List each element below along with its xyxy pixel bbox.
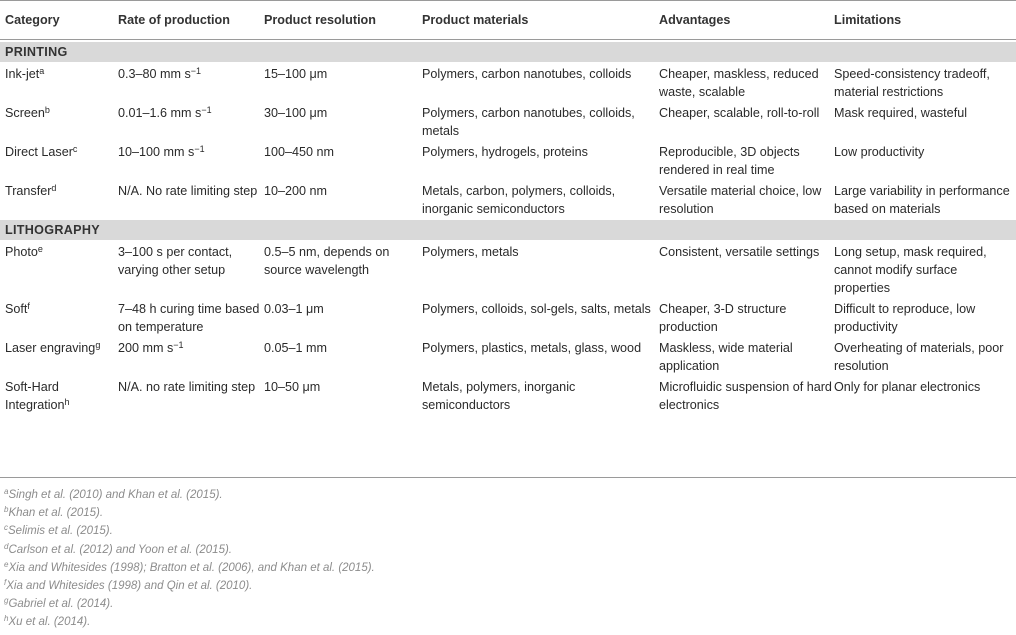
cell-limitations: Low productivity (834, 145, 925, 159)
footnote-line (4, 595, 375, 613)
cell-category (0, 140, 118, 179)
table-row (0, 179, 1016, 218)
category-label: Soft (5, 302, 28, 316)
footnote-mark: e (4, 559, 9, 569)
category-label: Direct Laser (5, 145, 73, 159)
table-bottom-rule (0, 477, 1016, 478)
footnote-mark: h (4, 614, 9, 624)
cell-limitations: Difficult to reproduce, low productivity (834, 302, 976, 334)
footnote-text: Xu et al. (2014). (8, 616, 91, 629)
footnote-mark: d (4, 541, 9, 551)
footnote-text: Singh et al. (2010) and Khan et al. (2015). (8, 489, 223, 501)
footnote-text: Khan et al. (2015). (8, 507, 104, 520)
cell-materials: Polymers, carbon nanotubes, colloids, metals (422, 106, 635, 138)
footnote-text: Gabriel et al. (2014). (8, 598, 114, 611)
cell-rate: N/A. No rate limiting step (118, 184, 258, 198)
cell-limitations: Only for planar electronics (834, 380, 981, 394)
cell-category (0, 336, 118, 375)
cell-materials: Metals, polymers, inorganic semiconductors (422, 380, 576, 412)
cell-resolution: 0.05–1 mm (264, 341, 327, 355)
cell-category (0, 62, 118, 101)
cell-advantages: Reproducible, 3D objects rendered in real time (659, 145, 800, 177)
cell-resolution: 15–100 μm (264, 67, 328, 81)
cell-category (0, 375, 118, 414)
table-row (0, 240, 1016, 297)
cell-resolution: 10–200 nm (264, 184, 328, 198)
table-row (0, 62, 1016, 101)
cell-advantages: Maskless, wide material application (659, 341, 793, 373)
cell-advantages: Cheaper, maskless, reduced waste, scalable (659, 67, 819, 99)
footnote-mark: a (39, 66, 45, 76)
cell-resolution: 100–450 nm (264, 145, 335, 159)
cell-rate: 200 mm $s^{-1}$ (118, 340, 184, 355)
section-header-row (0, 42, 1016, 62)
category-label: Laser engraving (5, 341, 96, 355)
cell-category (0, 179, 118, 218)
footnote-line (4, 541, 375, 559)
footnote-mark: h (64, 397, 70, 407)
footnote-mark: b (44, 105, 50, 115)
table-row (0, 375, 1016, 414)
footnotes (4, 486, 375, 632)
cell-limitations: Long setup, mask required, cannot modify surface properties (834, 245, 987, 295)
cell-rate: 7–48 h curing time based on temperature (118, 302, 260, 334)
cell-materials: Polymers, metals (422, 245, 519, 259)
footnote-mark: f (27, 301, 30, 311)
footnote-text: Carlson et al. (2012) and Yoon et al. (2015). (8, 543, 232, 556)
cell-materials: Polymers, carbon nanotubes, colloids (422, 67, 632, 81)
footnote-line (4, 504, 375, 522)
cell-rate: 0.3–80 mm $s^{-1}$ (118, 66, 202, 81)
cell-materials: Polymers, colloids, sol-gels, salts, metals (422, 302, 651, 316)
cell-limitations: Mask required, wasteful (834, 106, 967, 120)
section-header-row (0, 220, 1016, 240)
footnote-mark: b (4, 505, 9, 515)
cell-category (0, 240, 118, 297)
footnote-mark: e (37, 244, 43, 254)
section-title: PRINTING (0, 42, 1016, 62)
footnote-text: Xia and Whitesides (1998) and Qin et al. (2010). (6, 580, 253, 593)
header-limitations: Limitations (834, 1, 1016, 40)
cell-rate: 3–100 s per contact, varying other setup (118, 245, 233, 277)
cell-advantages: Cheaper, 3-D structure production (659, 302, 787, 334)
table-row (0, 297, 1016, 336)
header-materials: Product materials (422, 1, 659, 40)
category-label: Soft-Hard Integration (5, 380, 65, 412)
cell-advantages: Consistent, versatile settings (659, 245, 820, 259)
category-label: Transfer (5, 184, 52, 198)
table-header-row (0, 1, 1016, 40)
category-label: Screen (5, 106, 45, 120)
table-row (0, 101, 1016, 140)
table-row (0, 140, 1016, 179)
footnote-line (4, 577, 375, 595)
header-advantages: Advantages (659, 1, 834, 40)
cell-materials: Polymers, hydrogels, proteins (422, 145, 588, 159)
cell-limitations: Speed-consistency tradeoff, material restrictions (834, 67, 990, 99)
header-rate: Rate of production (118, 1, 264, 40)
cell-advantages: Versatile material choice, low resolution (659, 184, 822, 216)
footnote-line (4, 522, 375, 540)
cell-rate: 10–100 mm $s^{-1}$ (118, 144, 205, 159)
footnote-mark: c (72, 144, 78, 154)
section-title: LITHOGRAPHY (0, 220, 1016, 240)
cell-category (0, 297, 118, 336)
cell-advantages: Cheaper, scalable, roll-to-roll (659, 106, 820, 120)
cell-rate: 0.01–1.6 mm $s^{-1}$ (118, 105, 212, 120)
footnote-line (4, 559, 375, 577)
cell-category (0, 101, 118, 140)
cell-limitations: Large variability in performance based on materials (834, 184, 1010, 216)
footnote-mark: d (51, 183, 57, 193)
footnote-line (4, 613, 375, 631)
cell-advantages: Microfluidic suspension of hard electronics (659, 380, 832, 412)
header-resolution: Product resolution (264, 1, 422, 40)
cell-materials: Polymers, plastics, metals, glass, wood (422, 341, 642, 355)
cell-resolution: 30–100 μm (264, 106, 328, 120)
cell-limitations: Overheating of materials, poor resolution (834, 341, 1004, 373)
category-label: Photo (5, 245, 38, 259)
footnote-line (4, 486, 375, 504)
cell-resolution: 10–50 μm (264, 380, 321, 394)
footnote-mark: f (4, 578, 7, 588)
table-row (0, 336, 1016, 375)
category-label: Ink-jet (5, 67, 40, 81)
footnote-mark: g (95, 340, 101, 350)
cell-rate: N/A. no rate limiting step (118, 380, 256, 394)
footnote-text: Xia and Whitesides (1998); Bratton et al. (2006), and Khan et al. (2015). (8, 561, 375, 574)
footnote-mark: a (4, 487, 9, 496)
cell-materials: Metals, carbon, polymers, colloids, inorganic semiconductors (422, 184, 616, 216)
footnote-text: Selimis et al. (2015). (8, 525, 113, 538)
cell-resolution: 0.5–5 nm, depends on source wavelength (264, 245, 390, 277)
footnote-mark: g (4, 596, 9, 606)
cell-resolution: 0.03–1 μm (264, 302, 324, 316)
footnote-mark: c (4, 523, 8, 533)
header-category: Category (0, 1, 118, 40)
